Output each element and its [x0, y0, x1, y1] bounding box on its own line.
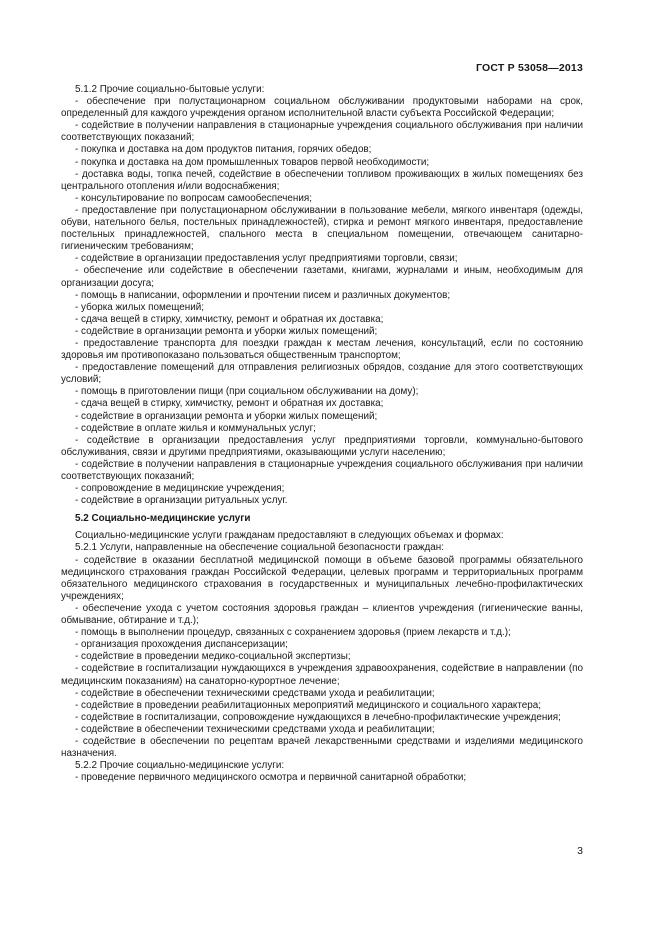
- list-item: - содействие в организации ритуальных услуг.: [75, 495, 288, 507]
- list-item: - содействие в организации ремонта и уборки жилых помещений;: [75, 410, 378, 422]
- list-item: - содействие в организации предоставления услуг предприятиями торговли, коммунально-бытового обслуживания, связи и другими предприятиями, оказывающими услуги населению;: [61, 434, 583, 458]
- list-item: - организация прохождения диспансеризации;: [75, 639, 288, 651]
- list-item: - содействие в обеспечении по рецептам врачей лекарственными средствами и изделиями медицинского назначения.: [61, 735, 583, 760]
- list-item: - предоставление помещений для отправления религиозных обрядов, создание для этого соответствующих условий;: [61, 362, 583, 386]
- list-item: - предоставление при полустационарном обслуживании в пользование мебели, мягкого инвентаря (одежды, обуви, нательного белья, постельных принадлежностей), стирка и ремонт мягкого инвентаря, предоставление постельных принадлежностей, спального места в специальном помещении, отвечающем санитарно-гигиеническим требованиям;: [61, 204, 583, 253]
- list-item: - предоставление транспорта для поездки граждан к местам лечения, консультаций, если по состоянию здоровья им противопоказано пользоваться общественным транспортом;: [61, 337, 583, 362]
- list-item: - сдача вещей в стирку, химчистку, ремонт и обратная их доставка;: [75, 398, 384, 410]
- list-item: - содействие в получении направления в стационарные учреждения социального обслуживания при наличии соответствующих показаний;: [61, 458, 583, 482]
- list-item: - обеспечение ухода с учетом состояния здоровья граждан – клиентов учреждения (гигиенические ванны, обмывание, обтирание и т.д.);: [61, 602, 583, 627]
- list-item: - содействие в проведении медико-социальной экспертизы;: [75, 651, 351, 663]
- list-item: - уборка жилых помещений;: [75, 301, 205, 313]
- section-5-2-1-heading: 5.2.1 Услуги, направленные на обеспечение социальной безопасности граждан:: [75, 542, 444, 554]
- list-item: - содействие в организации ремонта и уборки жилых помещений;: [75, 325, 378, 337]
- section-5-2-1-list: [61, 555, 583, 761]
- section-5-1-2-heading: 5.1.2 Прочие социально-бытовые услуги:: [75, 84, 265, 95]
- section-5-2-2-heading: 5.2.2 Прочие социально-медицинские услуги:: [75, 760, 285, 772]
- list-item: - помощь в выполнении процедур, связанных с сохранением здоровья (прием лекарств и т.д.);: [75, 627, 511, 639]
- list-item: - консультирование по вопросам самообеспечения;: [75, 192, 312, 204]
- list-item: - покупка и доставка на дом промышленных товаров первой необходимости;: [75, 156, 430, 168]
- list-item: - сдача вещей в стирку, химчистку, ремонт и обратная их доставка;: [75, 313, 384, 325]
- list-item: - помощь в написании, оформлении и прочтении писем и различных документов;: [75, 289, 451, 301]
- list-item: - содействие в оплате жилья и коммунальных услуг;: [75, 422, 316, 434]
- section-5-2-2-list: [61, 772, 583, 784]
- list-item: - покупка и доставка на дом продуктов питания, горячих обедов;: [75, 144, 372, 156]
- list-item: - содействие в госпитализации нуждающихся в учреждения здравоохранения, содействие в направлении (по медицинским показаниям) на санаторно-курортное лечение;: [61, 663, 583, 687]
- list-item: - обеспечение или содействие в обеспечении газетами, книгами, журналами и иным, необходимым для организации досуга;: [61, 265, 583, 289]
- list-item: - содействие в проведении реабилитационных мероприятий медицинского и социального характера;: [75, 699, 541, 711]
- section-5-1-2-list: [61, 96, 583, 507]
- list-item: - помощь в приготовлении пищи (при социальном обслуживании на дому);: [75, 386, 419, 398]
- list-item: - содействие в обеспечении техническими средствами ухода и реабилитации;: [75, 687, 435, 699]
- page-number: 3: [577, 845, 583, 857]
- list-item: - доставка воды, топка печей, содействие в обеспечении топливом проживающих в жилых помещениях без центрального отопления и/или водоснабжения;: [61, 168, 583, 192]
- section-5-2-intro: Социально-медицинские услуги гражданам предоставляют в следующих объемах и формах:: [75, 530, 504, 542]
- list-item: - обеспечение при полустационарном социальном обслуживании продуктовыми наборами на срок, определенный для каждого учреждения органом исполнительной власти субъекта Российской Федерации;: [61, 96, 583, 120]
- list-item: - содействие в обеспечении техническими средствами ухода и реабилитации;: [75, 723, 435, 735]
- list-item: - содействие в оказании бесплатной медицинской помощи в объеме базовой программы обязательного медицинского страхования граждан Российской Федерации, целевых программ и территориальных программ обязательного медицинского страхования в государственных и муниципальных лечебно-профилактических учреждениях;: [61, 554, 583, 602]
- standard-designation: ГОСТ Р 53058—2013: [475, 62, 583, 74]
- section-5-2-heading: 5.2 Социально-медицинские услуги: [75, 513, 251, 525]
- list-item: - сопровождение в медицинские учреждения;: [75, 483, 285, 495]
- list-item: - содействие в организации предоставления услуг предприятиями торговли, связи;: [75, 253, 458, 265]
- list-item: - содействие в госпитализации, сопровождение нуждающихся в лечебно-профилактические учреждения;: [75, 711, 561, 723]
- list-item: - проведение первичного медицинского осмотра и первичной санитарной обработки;: [75, 772, 467, 784]
- document-body: [61, 84, 583, 784]
- list-item: - содействие в получении направления в стационарные учреждения социального обслуживания при наличии соответствующих показаний;: [61, 120, 583, 144]
